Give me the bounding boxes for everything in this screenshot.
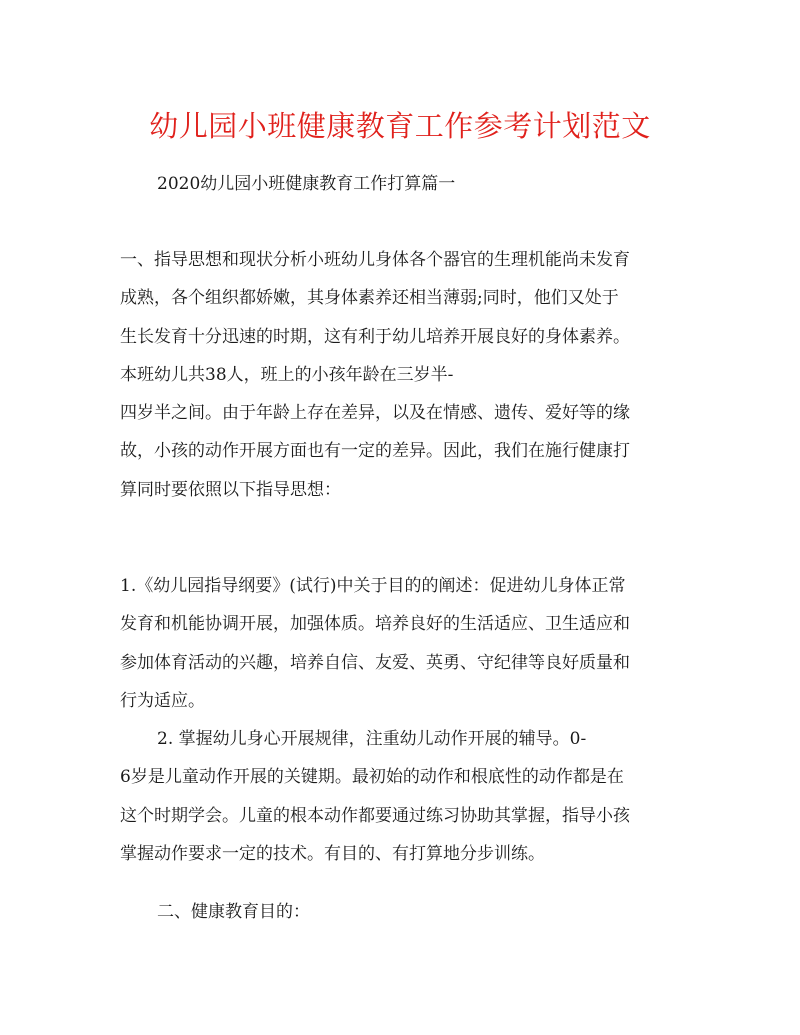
paragraph-line: 发育和机能协调开展，加强体质。培养良好的生活适应、卫生适应和 bbox=[120, 614, 630, 635]
point-2-paragraph bbox=[120, 720, 682, 873]
paragraph-line: 这个时期学会。儿童的根本动作都要通过练习协助其掌握，指导小孩 bbox=[120, 805, 630, 826]
paragraph-line: 掌握动作要求一定的技术。有目的、有打算地分步训练。 bbox=[120, 843, 545, 864]
paragraph-line: 本班幼儿共38人，班上的小孩年龄在三岁半- bbox=[120, 364, 454, 385]
paragraph-line: 成熟，各个组织都娇嫩，其身体素养还相当薄弱;同时，他们又处于 bbox=[120, 288, 619, 309]
subtitle-block bbox=[120, 165, 682, 203]
paragraph-line: 算同时要依照以下指导思想： bbox=[120, 479, 341, 500]
paragraph-line: 行为适应。 bbox=[120, 690, 205, 711]
paragraph-line: 生长发育十分迅速的时期，这有利于幼儿培养开展良好的身体素养。 bbox=[120, 326, 630, 347]
document-title: 幼儿园小班健康教育工作参考计划范文 bbox=[149, 109, 651, 143]
paragraph-line: 四岁半之间。由于年龄上存在差异，以及在情感、遗传、爱好等的缘 bbox=[120, 403, 630, 424]
paragraph-line: 1.《幼儿园指导纲要》(试行)中关于目的的阐述：促进幼儿身体正常 bbox=[120, 576, 626, 596]
paragraph-line: 参加体育活动的兴趣，培养自信、友爱、英勇、守纪律等良好质量和 bbox=[120, 652, 630, 673]
section-1-paragraph bbox=[120, 241, 682, 509]
document-subtitle: 2020幼儿园小班健康教育工作打算篇一 bbox=[157, 174, 456, 194]
section-2-heading-block bbox=[120, 893, 682, 931]
paragraph-line: 6岁是儿童动作开展的关键期。最初始的动作和根底性的动作都是在 bbox=[120, 767, 624, 788]
paragraph-line: 2. 掌握幼儿身心开展规律，注重幼儿动作开展的辅导。0- bbox=[157, 729, 587, 749]
paragraph-line: 故，小孩的动作开展方面也有一定的差异。因此，我们在施行健康打 bbox=[120, 441, 630, 462]
section-2-heading: 二、健康教育目的： bbox=[157, 902, 310, 922]
point-1-paragraph bbox=[120, 567, 682, 720]
paragraph-line: 一、指导思想和现状分析小班幼儿身体各个器官的生理机能尚未发育 bbox=[120, 250, 630, 270]
